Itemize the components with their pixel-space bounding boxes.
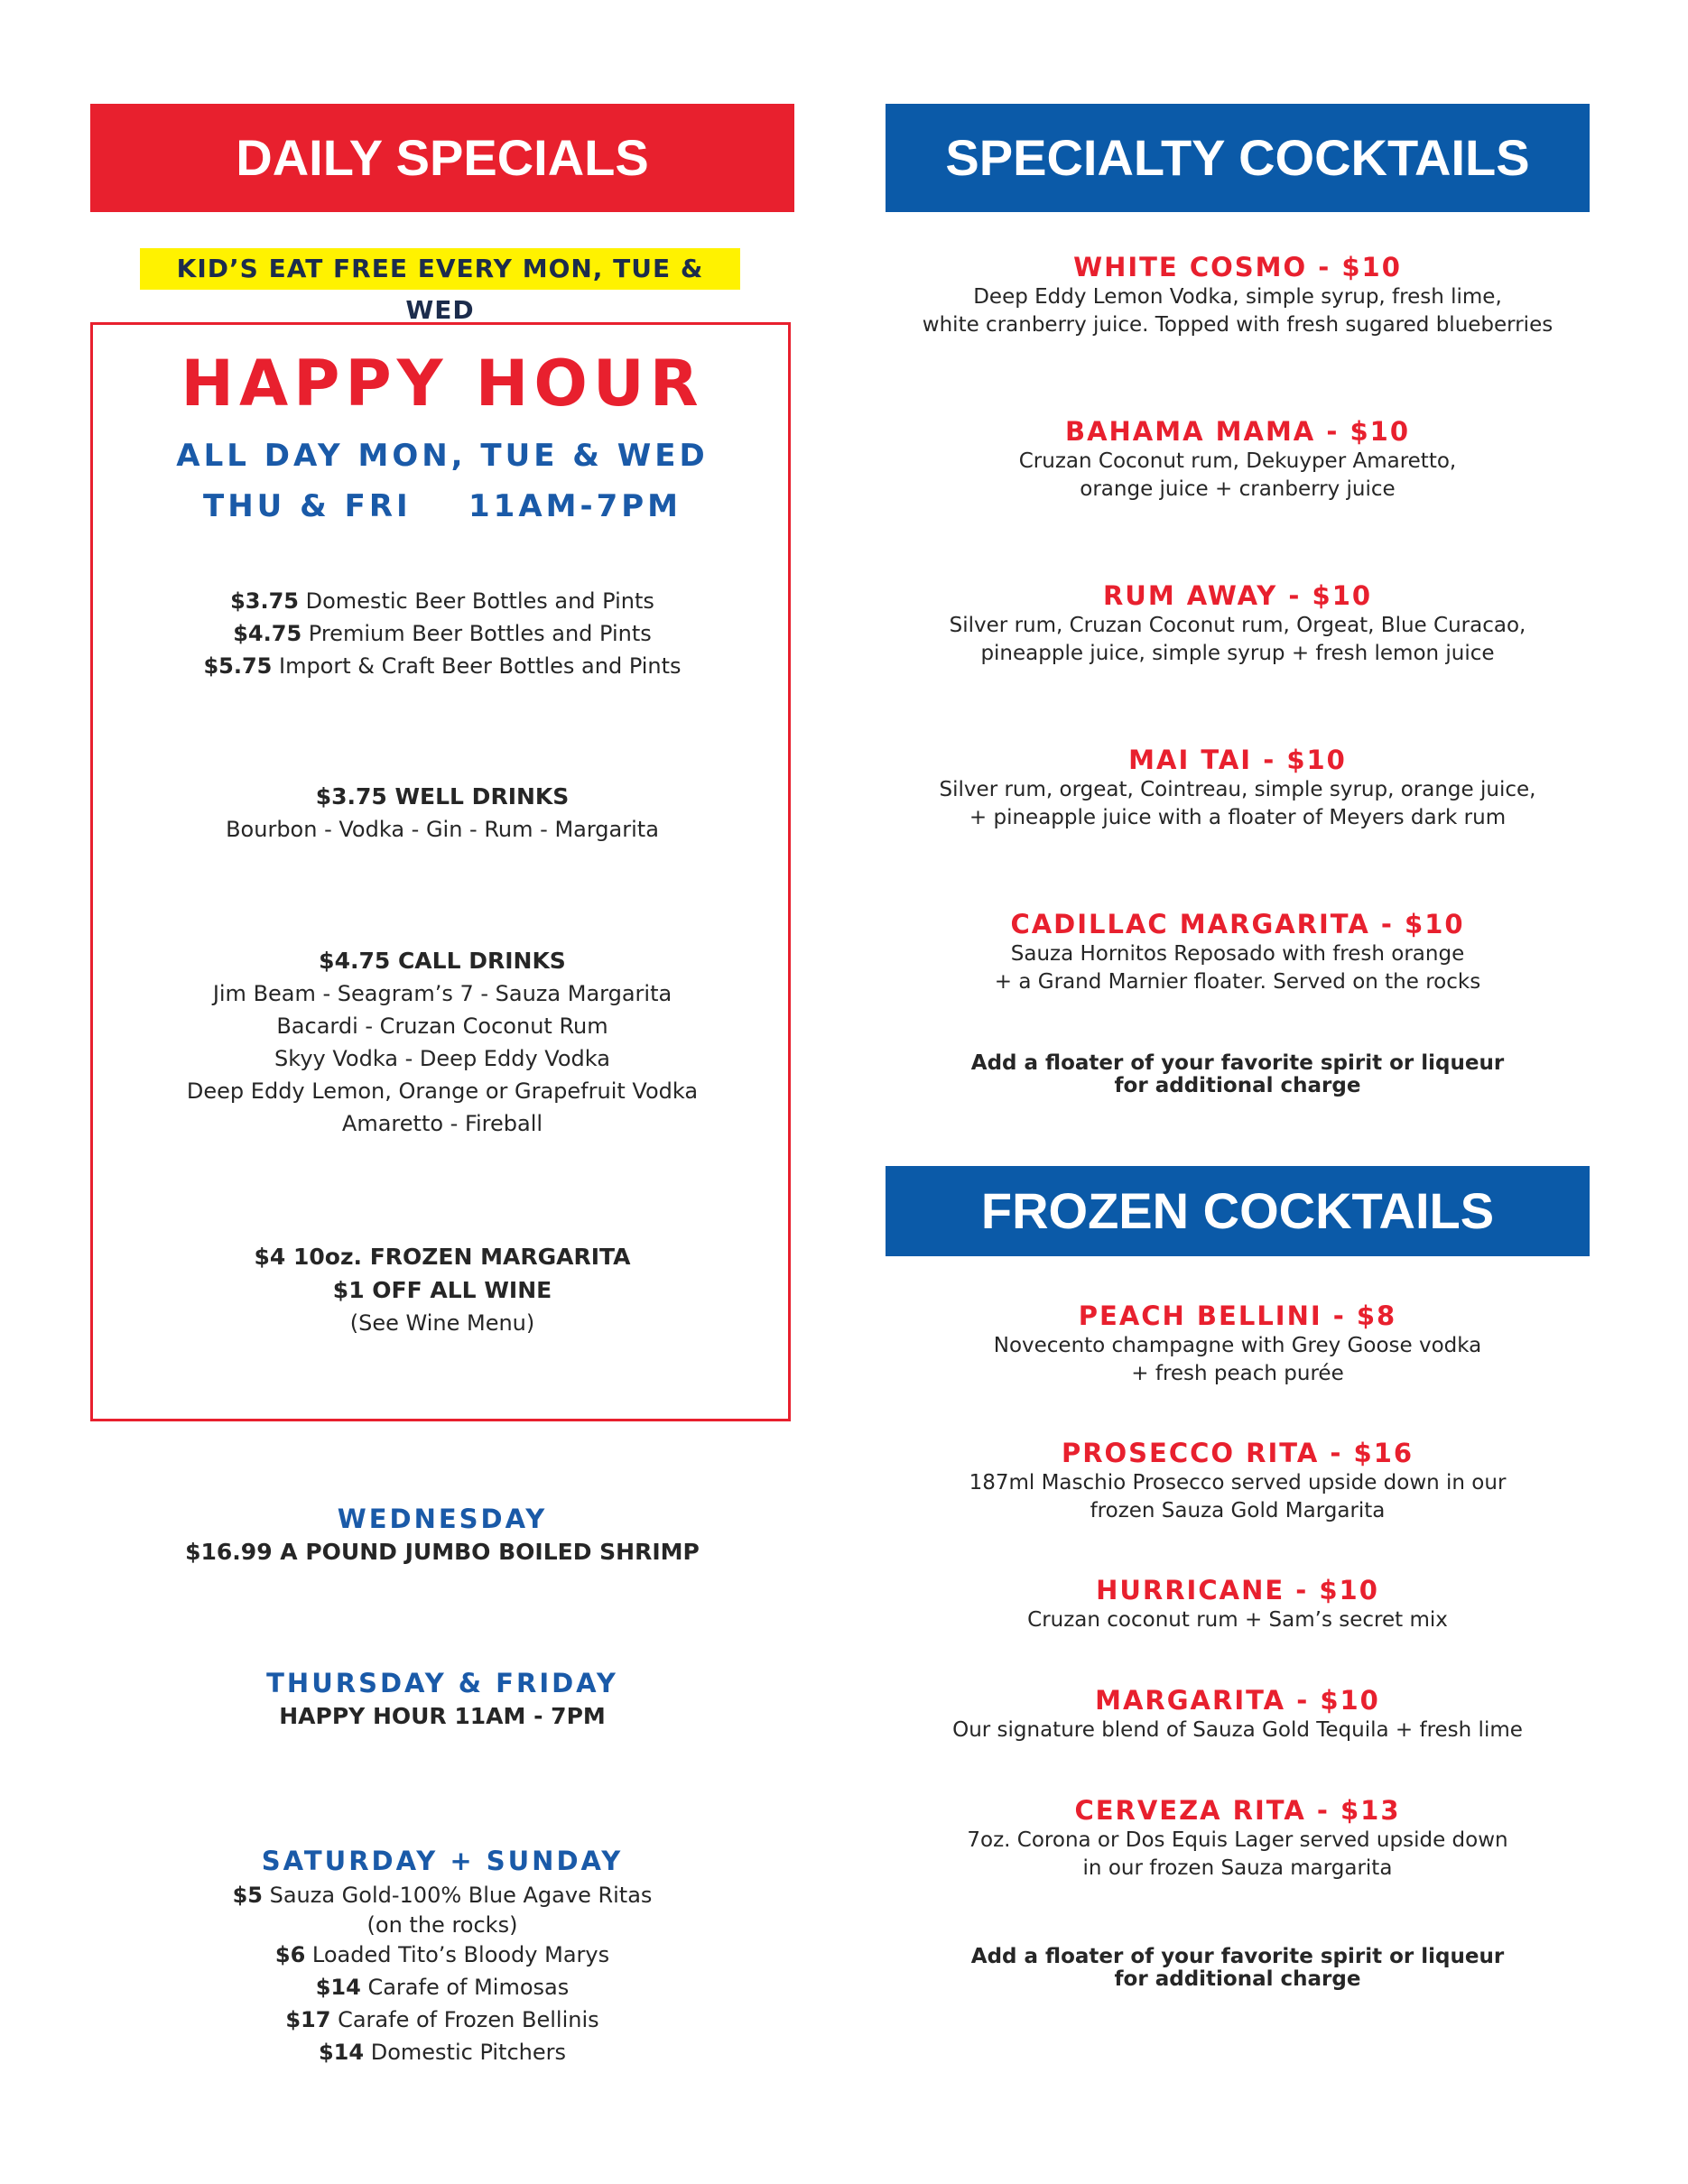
happy-hour-title: HAPPY HOUR <box>181 347 704 421</box>
cocktail-name: PEACH BELLINI - $8 <box>1078 1300 1397 1331</box>
frozen-item <box>886 1300 1590 1388</box>
cocktail-name: MAI TAI - $10 <box>1128 745 1347 775</box>
cocktail-description: Cruzan coconut rum + Sam’s secret mix <box>1027 1608 1448 1632</box>
cocktail-description: white cranberry juice. Topped with fresh sugared blueberries <box>922 313 1554 337</box>
specialty-item <box>886 744 1590 832</box>
call-drinks-list <box>90 977 794 1140</box>
cocktail-description: 7oz. Corona or Dos Equis Lager served upside down <box>967 1828 1508 1852</box>
specialty-cocktails-title: SPECIALTY COCKTAILS <box>945 129 1530 186</box>
beer-price-row: $5.75 Import & Craft Beer Bottles and Pints <box>203 653 682 679</box>
cocktail-description: frozen Sauza Gold Margarita <box>1090 1499 1386 1522</box>
frozen-item <box>886 1684 1590 1744</box>
list-item: Bacardi - Cruzan Coconut Rum <box>276 1013 608 1039</box>
cocktail-name: PROSECCO RITA - $16 <box>1061 1438 1414 1468</box>
daily-specials-title: DAILY SPECIALS <box>236 129 649 186</box>
kids-eat-free-banner: KID’S EAT FREE EVERY MON, TUE & WED <box>140 248 740 290</box>
cocktail-name: CADILLAC MARGARITA - $10 <box>1010 909 1465 939</box>
weekend-specials <box>90 1879 794 2068</box>
cocktail-description: Cruzan Coconut rum, Dekuyper Amaretto, <box>1018 449 1457 473</box>
cocktail-name: RUM AWAY - $10 <box>1102 580 1373 611</box>
cocktail-name: BAHAMA MAMA - $10 <box>1064 416 1411 447</box>
cocktail-name: CERVEZA RITA - $13 <box>1074 1795 1401 1826</box>
beer-prices <box>90 585 794 682</box>
cocktail-description: 187ml Maschio Prosecco served upside down in our <box>969 1471 1507 1495</box>
specialty-item <box>886 251 1590 339</box>
cocktail-description: Silver rum, Cruzan Coconut rum, Orgeat, Blue Curacao, <box>949 614 1526 637</box>
wine-special: $1 OFF ALL WINE <box>332 1277 552 1303</box>
wine-note: (See Wine Menu) <box>349 1310 535 1336</box>
thursday-friday-special: HAPPY HOUR 11AM - 7PM <box>279 1703 606 1729</box>
list-item: $6 Loaded Tito’s Bloody Marys <box>274 1942 610 1967</box>
wednesday-special: $16.99 A POUND JUMBO BOILED SHRIMP <box>185 1539 700 1565</box>
frozen-item <box>886 1437 1590 1525</box>
cocktail-description: Sauza Hornitos Reposado with fresh orange <box>1010 942 1465 966</box>
call-drinks-heading: $4.75 CALL DRINKS <box>319 948 566 974</box>
list-item: $17 Carafe of Frozen Bellinis <box>285 2007 599 2032</box>
well-drinks-list: Bourbon - Vodka - Gin - Rum - Margarita <box>226 817 659 842</box>
list-item: Deep Eddy Lemon, Orange or Grapefruit Vodka <box>186 1078 699 1104</box>
list-item: $14 Domestic Pitchers <box>318 2040 567 2065</box>
cocktail-description: orange juice + cranberry juice <box>1080 477 1396 501</box>
specialty-floater-note: Add a floater of your favorite spirit or liqueur for additional charge <box>970 1051 1505 1097</box>
cocktail-name: MARGARITA - $10 <box>1095 1685 1380 1716</box>
cocktail-description: Deep Eddy Lemon Vodka, simple syrup, fresh lime, <box>973 285 1502 309</box>
happy-hour-schedule-2: THU & FRI 11AM-7PM <box>203 488 682 524</box>
beer-price-row: $3.75 Domestic Beer Bottles and Pints <box>230 588 654 614</box>
frozen-item <box>886 1574 1590 1634</box>
cocktail-description: in our frozen Sauza margarita <box>1082 1856 1393 1880</box>
cocktail-description: + a Grand Marnier floater. Served on the rocks <box>994 970 1481 994</box>
specialty-item <box>886 415 1590 504</box>
specialty-item <box>886 908 1590 996</box>
frozen-cocktails-title: FROZEN COCKTAILS <box>980 1182 1495 1239</box>
wednesday-heading: WEDNESDAY <box>337 1504 548 1534</box>
frozen-floater-note: Add a floater of your favorite spirit or liqueur for additional charge <box>970 1945 1505 1991</box>
cocktail-description: pineapple juice, simple syrup + fresh lemon juice <box>980 642 1495 665</box>
cocktail-description: Novecento champagne with Grey Goose vodka <box>993 1334 1482 1357</box>
cocktail-description: Silver rum, orgeat, Cointreau, simple syrup, orange juice, <box>939 778 1536 801</box>
weekend-heading: SATURDAY + SUNDAY <box>261 1846 624 1876</box>
list-item: Skyy Vodka - Deep Eddy Vodka <box>274 1046 610 1071</box>
thursday-friday-heading: THURSDAY & FRIDAY <box>266 1668 618 1698</box>
beer-price-row: $4.75 Premium Beer Bottles and Pints <box>233 621 652 646</box>
specialty-item <box>886 579 1590 668</box>
frozen-margarita-special: $4 10oz. FROZEN MARGARITA <box>254 1244 631 1270</box>
specialty-cocktails-banner <box>886 104 1590 212</box>
cocktail-name: WHITE COSMO - $10 <box>1073 252 1402 282</box>
list-item: $14 Carafe of Mimosas <box>315 1975 570 2000</box>
list-item: Amaretto - Fireball <box>341 1111 543 1136</box>
frozen-item <box>886 1794 1590 1883</box>
list-item: Jim Beam - Seagram’s 7 - Sauza Margarita <box>212 981 672 1006</box>
list-item: (on the rocks) <box>366 1912 518 1938</box>
cocktail-description: + fresh peach purée <box>1131 1362 1344 1385</box>
well-drinks-heading: $3.75 WELL DRINKS <box>315 783 570 810</box>
cocktail-description: + pineapple juice with a floater of Meyers dark rum <box>969 806 1507 829</box>
list-item: $5 Sauza Gold-100% Blue Agave Ritas <box>232 1883 653 1908</box>
cocktail-description: Our signature blend of Sauza Gold Tequila + fresh lime <box>952 1718 1523 1742</box>
happy-hour-schedule-1: ALL DAY MON, TUE & WED <box>176 438 709 474</box>
cocktail-name: HURRICANE - $10 <box>1096 1575 1379 1606</box>
daily-specials-banner <box>90 104 794 212</box>
frozen-cocktails-banner <box>886 1166 1590 1256</box>
